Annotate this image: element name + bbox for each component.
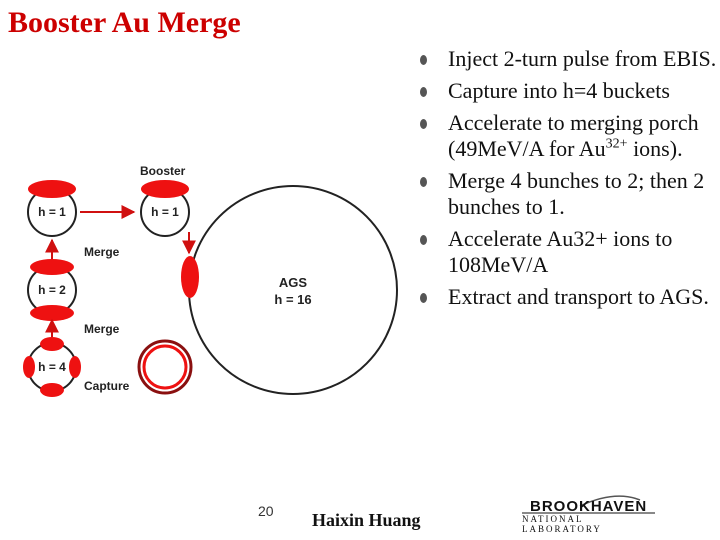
bullet-text: Merge 4 bunches to 2; then 2 bunches to 1. [448, 168, 705, 219]
ags-label: AGS [278, 275, 308, 290]
bullet-item [418, 226, 718, 278]
logo-bottom-text: NATIONAL LABORATORY [522, 514, 602, 534]
bullet-item [418, 78, 718, 104]
bullet-item [418, 110, 718, 162]
h1-bunch [28, 180, 76, 198]
author-name: Haixin Huang [312, 510, 421, 530]
page-number: 20 [258, 503, 274, 519]
booster-h-label: h = 1 [151, 205, 179, 219]
booster-merge-diagram [0, 150, 410, 410]
bullet-text-after: ions). [627, 136, 683, 161]
merge-label-2: Merge [84, 322, 120, 336]
bullet-icon [420, 177, 427, 187]
bullet-text: Accelerate to merging porch (49MeV/A for Au [448, 110, 699, 161]
bullet-text: Accelerate Au32+ ions to 108MeV/A [448, 226, 673, 277]
bullet-item [418, 284, 718, 310]
ags-h-label: h = 16 [274, 292, 312, 307]
ags-bunch [181, 256, 199, 298]
h4-bunch-top [40, 337, 64, 351]
capture-ring-inner [144, 346, 186, 388]
booster-bunch [141, 180, 189, 198]
slide-title: Booster Au Merge [8, 6, 241, 39]
h1-label: h = 1 [38, 205, 66, 219]
h4-bunch-right [69, 356, 81, 378]
capture-label: Capture [84, 379, 130, 393]
bullet-icon [420, 293, 427, 303]
capture-ring-outer [139, 341, 191, 393]
h4-bunch-left [23, 356, 35, 378]
h2-bunch-bottom [30, 305, 74, 321]
h4-label: h = 4 [38, 360, 66, 374]
bullet-item [418, 168, 718, 220]
brookhaven-logo [520, 492, 660, 534]
bullet-icon [420, 87, 427, 97]
h2-bunch-top [30, 259, 74, 275]
bullet-item [418, 46, 718, 72]
bullet-superscript: 32+ [605, 136, 628, 152]
bullet-text: Inject 2-turn pulse from EBIS. [448, 46, 717, 71]
h2-label: h = 2 [38, 283, 66, 297]
bullet-list [418, 46, 718, 316]
bullet-text: Capture into h=4 buckets [448, 78, 670, 103]
logo-top-text: BROOKHAVEN [530, 498, 648, 515]
bullet-icon [420, 119, 427, 129]
bullet-icon [420, 55, 427, 65]
bullet-icon [420, 235, 427, 245]
ags-ring [189, 186, 397, 394]
bullet-text: Extract and transport to AGS. [448, 284, 709, 309]
h4-bunch-bottom [40, 383, 64, 397]
booster-label: Booster [140, 164, 186, 178]
merge-label-1: Merge [84, 245, 120, 259]
